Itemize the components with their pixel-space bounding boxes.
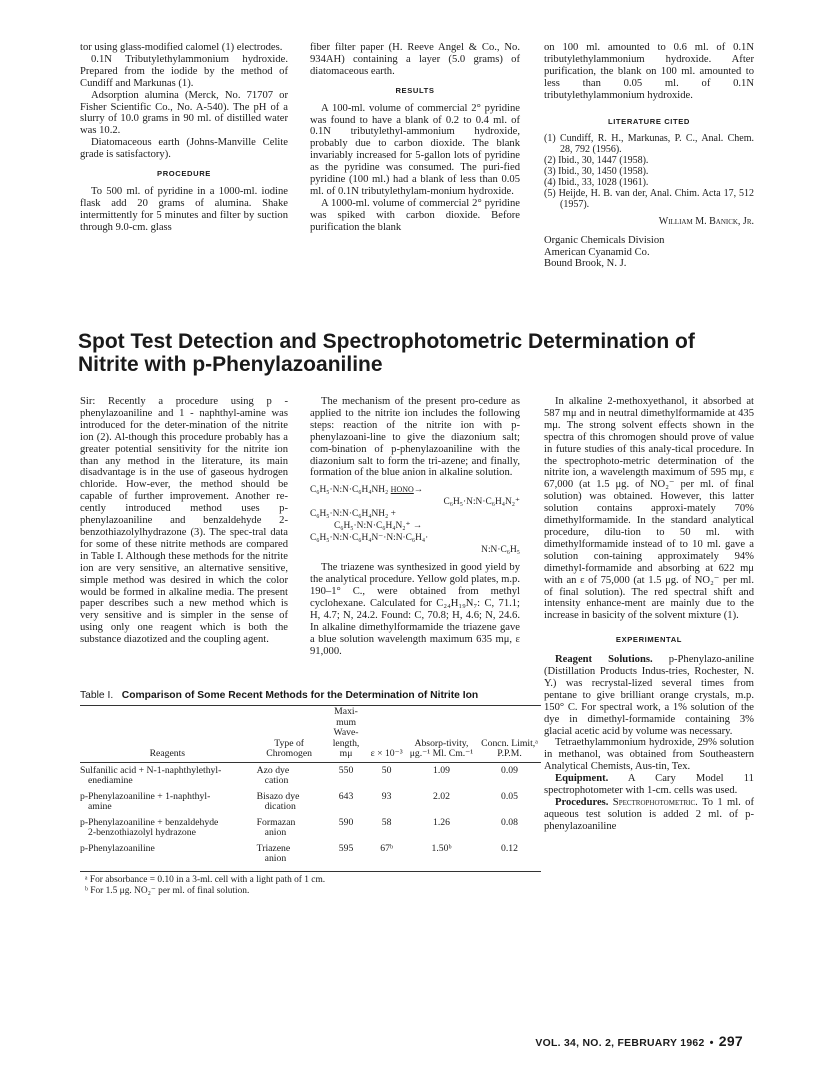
reagent-line: enediamine (88, 775, 133, 786)
equation-line: C₆H₅·N:N·C₆H₄NH₂ HONO→ (310, 485, 424, 496)
footnote: ᵇ For 1.5 μg. NO₂⁻ per ml. of final solution. (85, 886, 250, 896)
table-cell (80, 815, 255, 841)
reference: (4) Ibid., 33, 1028 (1961). (544, 177, 649, 189)
paragraph (544, 654, 754, 737)
table-title (80, 690, 540, 701)
affiliation-line: Organic Chemicals Division (544, 235, 665, 247)
run-in-heading: Procedures. (555, 797, 609, 808)
reaction-equations (310, 484, 520, 556)
run-in-heading: Reagent Solutions. (555, 654, 653, 666)
experimental-heading: EXPERIMENTAL (615, 635, 683, 645)
table-caption: Comparison of Some Recent Methods for the Determination of Nitrite Ion (121, 690, 479, 701)
paragraph: In alkaline 2-methoxyethanol, it absorbed at 587 mμ and in neutral dimethylformamide at 435 mμ. The strong solvent effects shown in the spectra of this chromogen should prove of value in future studies of this analy-tical procedure. In the spectrophoto-metric determination of the nitrite ion, a wavelength maximum of 595 mμ, ε 67,000 (at 1.5 μg. of NO₂⁻ per ml. of final solution) was obtained. However, this latter solution contains approxi-mately 70% dimethylformamide. In the standard analytical procedure, dilu-tion to 50 ml. with dimethylformamide instead of to 10 ml. gave a solution con-taining approximately 94% dimethyl-formamide and absorbing at 622 mμ with an ε of 75,000 (at 1.5 μg. of NO₂⁻ per ml. of final solution). The red spectral shift and intensity enhance-ment are mainly due to the increase in basicity of the solvent mixture (1). (544, 396, 754, 622)
reference: (2) Ibid., 30, 1447 (1958). (544, 155, 649, 167)
body-column-2 (310, 396, 520, 658)
table-cell: 590 (338, 816, 354, 828)
equation-line: N:N·C₆H₅ (481, 545, 520, 556)
page-number: 297 (718, 1033, 743, 1049)
table-row (80, 762, 541, 789)
reference: (5) Heijde, H. B. van der, Anal. Chim. Acta 17, 512 (1957). (544, 188, 754, 211)
table-cell: 1.26 (432, 816, 450, 828)
table-cell: 1.50ᵇ (431, 842, 452, 854)
table-cell: 643 (338, 790, 354, 802)
paragraph: A 1000-ml. volume of commercial 2° pyridine was spiked with carbon dioxide. Before purification the blank (310, 197, 520, 233)
paragraph: tor using glass-modified calomel (1) electrodes. (80, 42, 283, 53)
table-cell: 0.05 (501, 790, 518, 802)
reagent-line: p-Phenylazoaniline + 1-naphthyl- (80, 790, 211, 802)
reference: (1) Cundiff, R. H., Markunas, P. C., Anal. Chem. 28, 792 (1956). (544, 133, 754, 156)
table-cell: 93 (381, 790, 392, 802)
paragraph (544, 797, 754, 833)
top-column-2 (310, 42, 520, 234)
table-cell: 2.02 (432, 790, 450, 802)
column-header: Type of Chromogen (266, 737, 313, 759)
chromogen-line: anion (264, 853, 287, 864)
table-cell (255, 762, 324, 789)
paragraph: Sir: Recently a procedure using p - phenylazoaniline and 1 - naphthyl-amine was introduced for the deter-mination of the nitrite ion (2). Al-though this procedure probably has a greater potential sensitivity for the nitrite ion than any method in the literature, its main disadvantage is in the use of gaseous hydrogen chloride. How-ever, the method should be capable of further improvement. Another re-cently introduced method uses p-phenylazoaniline and benzaldehyde 2-benzothiazolylhydrazone (3). The spec-tral data for some of these nitrite methods are compared in Table I. Although these methods for the nitrite ion are very sensitive, an alternative sensitive, simple method was desired in which the color would be formed in alkaline media. The present paper describes such a new method which is very sensitive and is simpler in the sense of using only one reagent which is both the substance diazotized and the coupling agent. (80, 396, 288, 646)
table-row (80, 841, 541, 872)
table-cell: 0.12 (501, 842, 518, 854)
column-header: Reagents (149, 748, 186, 759)
table-cell: 0.08 (501, 816, 518, 828)
paragraph-text: To 1 ml. of aqueous test solution is added 2 ml. of p-phenylazoaniline (544, 797, 754, 832)
chromogen-line: dication (264, 801, 296, 812)
page-footer (535, 1033, 743, 1049)
table-cell: 50 (381, 764, 392, 776)
article-title: Spot Test Detection and Spectrophotometric Determination of Nitrite with p-Phenylazoaniline (78, 330, 695, 376)
table-cell (80, 789, 255, 815)
table-footnotes (85, 875, 325, 897)
column-header: Absorp-tivity, μg.⁻¹ Ml. Cm.⁻¹ (409, 737, 474, 759)
table-row (80, 789, 541, 815)
table-top-rule (80, 705, 541, 706)
run-in-heading: Equipment. (555, 773, 609, 785)
table-cell: 67ᵇ (380, 842, 393, 854)
paragraph-text: p-Phenylazo-aniline (Distillation Products Indus-tries, Rochester, N. Y.) was recrystal-lized several times from pentane to give brilliant orange crystals, m.p. 150° C. For spectral work, a 1% solution of the dye in dimethyl-formamide containing 3% glacial acetic acid by volume was necessary. (544, 654, 754, 737)
paragraph: To 500 ml. of pyridine in a 1000-ml. iodine flask add 20 grams of alumina. Shake intermittently for 5 minutes and filter by suction through 9.0-cm. glass (80, 185, 288, 233)
body-column-1 (80, 396, 288, 646)
reference: (3) Ibid., 30, 1450 (1958). (544, 166, 649, 178)
paragraph: The triazene was synthesized in good yield by the analytical procedure. Yellow gold plates, m.p. 190–1° C., were obtained from methyl cyclohexane. Calculated for C₂₄H₁₉N₇: C, 71.1; H, 4.7; N, 24.2. Found: C, 70.8; H, 4.6; N, 24.6. In alkaline dimethylformamide the triazene gave a blue solution wavelength maximum 635 mμ, ε 91,000. (310, 562, 520, 657)
paragraph: Tetraethylammonium hydroxide, 29% solution in methanol, was obtained from Southeastern Analytical Chemists, Aus-tin, Tex. (544, 737, 754, 773)
equation-part: C₆H₅·N:N·C₆H₄NH₂ (310, 485, 389, 496)
table-cell: 595 (338, 842, 354, 854)
affiliation-line: Bound Brook, N. J. (544, 258, 627, 270)
chromogen-line: Triazene (256, 842, 291, 854)
affiliation (544, 235, 754, 269)
paragraph: The mechanism of the present pro-cedure as applied to the nitrite ion includes the following steps: reaction of the nitrite ion with p-phenylazoani-line to give the diazonium salt; com-bination of p-phenylazoaniline with the diazonium salt to form the tri-azene; and finally, formation of the blue anion in alkaline solution. (310, 396, 520, 479)
chromogen-line: Azo dye (256, 764, 290, 776)
paragraph: A 100-ml. volume of commercial 2° pyridine was found to have a blank of 0.2 to 0.4 ml. of 0.1N tributylethyl-ammonium hydroxide, probably due to carbon dioxide. The blank invariably increased for 5-gallon lots of pyridine as the pyridine was consumed. The puri-fied pyridine (100 ml.) had a blank of less than 0.05 ml. of 0.1N tributylethylam-monium hydroxide. (310, 102, 520, 197)
equation-line: C₆H₅·N:N·C₆H₄N₂⁺ (443, 497, 520, 508)
chromogen-line: Bisazo dye (256, 790, 300, 802)
paragraph: on 100 ml. amounted to 0.6 ml. of 0.1N tributylethylammonium hydroxide. After purification, the blank on 100 ml. amounted to less than 0.05 ml. of 0.1N tributylethylammonium hydroxide. (544, 42, 754, 101)
table-cell (255, 789, 324, 815)
reagent-over-arrow: HONO (390, 485, 414, 495)
table-cell (255, 841, 324, 872)
paragraph (544, 773, 754, 797)
column-header: Concn. Limit,ᵃ P.P.M. (481, 737, 538, 759)
chromogen-line: Formazan (256, 816, 296, 828)
equation-line: C₆H₅·N:N·C₆H₄NH₂ + (310, 509, 396, 520)
reagent-line: 2-benzothiazolyl hydrazone (88, 827, 196, 838)
reagent-line: amine (88, 801, 112, 812)
equation-line: C₆H₅·N:N·C₆H₄N₂⁺ → (334, 521, 423, 532)
table-header-row (80, 707, 541, 762)
paragraph: fiber filter paper (H. Reeve Angel & Co., No. 934AH) containing a layer (5.0 grams) of diatomaceous earth. (310, 42, 520, 77)
separator-dot: • (709, 1037, 714, 1049)
journal-issue: VOL. 34, NO. 2, FEBRUARY 1962 (535, 1038, 705, 1049)
paragraph: Diatomaceous earth (Johns-Manville Celite grade is satisfactory). (80, 137, 288, 161)
table-label: Table I. (80, 690, 114, 701)
reagent-line: p-Phenylazoaniline + benzaldehyde (80, 816, 219, 828)
body-column-3 (544, 396, 754, 833)
column-header: Maxi-mum Wave-length, mμ (332, 706, 360, 759)
run-in-subheading: Spectrophotometric. (612, 797, 698, 808)
paragraph-text: A Cary Model 11 spectrophotometer with 1-cm. cells was used. (544, 773, 754, 797)
chromogen-line: anion (264, 827, 287, 838)
literature-cited-heading: LITERATURE CITED (607, 116, 691, 126)
footnote: ᵃ For absorbance = 0.10 in a 3-ml. cell with a light path of 1 cm. (85, 875, 326, 885)
table-cell: 1.09 (432, 764, 450, 776)
reagent-line: p-Phenylazoaniline (80, 842, 155, 854)
column-header: ε × 10⁻³ (370, 748, 403, 759)
comparison-table (80, 707, 541, 872)
affiliation-line: American Cyanamid Co. (544, 246, 650, 258)
table-cell: 0.09 (501, 764, 518, 776)
table-cell (80, 762, 255, 789)
top-column-3 (544, 42, 754, 270)
table-cell: 550 (338, 764, 354, 776)
top-column-1 (80, 42, 288, 234)
author-byline: William M. Banick, Jr. (658, 216, 754, 228)
table-cell (80, 841, 255, 872)
equation-line: C₆H₅·N:N·C₆H₄N⁻·N:N·C₆H₄· (310, 533, 429, 544)
paragraph: Adsorption alumina (Merck, No. 71707 or Fisher Scientific Co., No. A-540). The pH of a slurry of 10.0 grams in 90 ml. of distilled water was 10.2. (80, 89, 288, 137)
reference-list (544, 133, 754, 210)
paragraph: 0.1N Tributylethylammonium hydroxide. Prepared from the iodide by the method of Cundiff and Markunas (1). (80, 53, 288, 89)
chromogen-line: cation (264, 775, 289, 786)
reagent-line: Sulfanilic acid + N-1-naphthylethyl- (80, 764, 222, 776)
table-cell (255, 815, 324, 841)
results-heading: RESULTS (395, 85, 435, 95)
table-row (80, 815, 541, 841)
procedure-heading: PROCEDURE (157, 169, 211, 179)
table-cell: 58 (381, 816, 392, 828)
